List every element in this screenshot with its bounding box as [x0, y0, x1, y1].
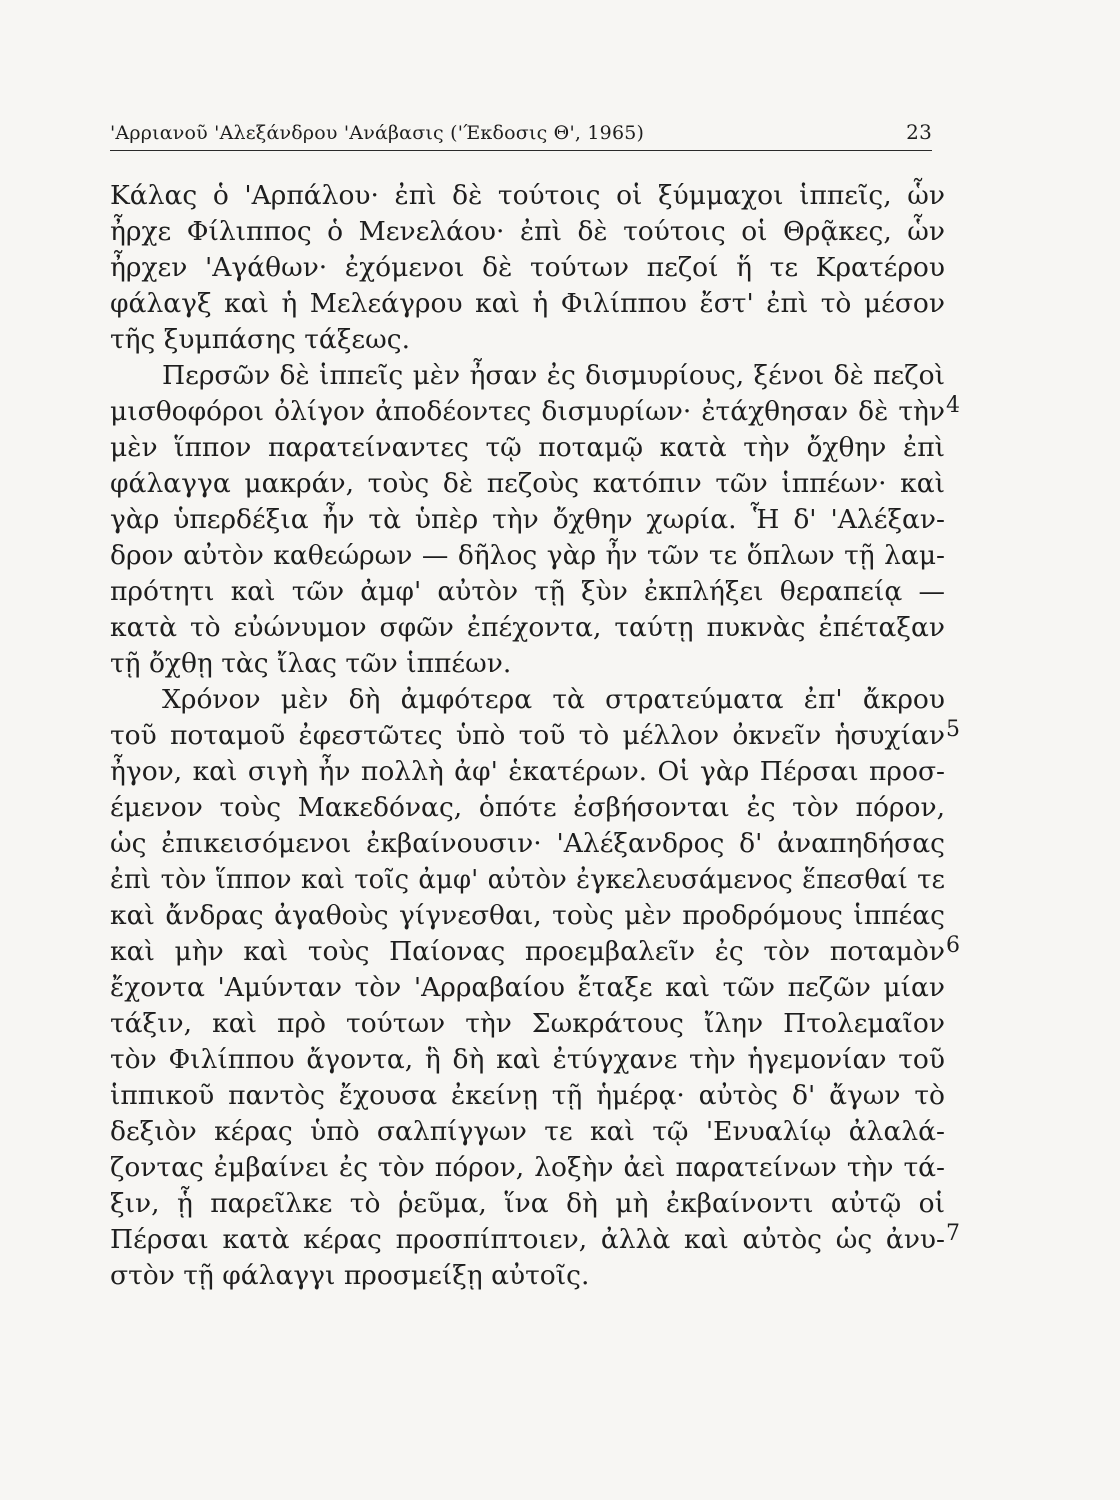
text-line: δρον αὐτὸν καθεώρων — δῆλος γὰρ ἦν τῶν τε ὅπλων τῇ λαμ- — [110, 540, 945, 571]
text-line: καὶ ἄνδρας ἀγαθοὺς γίγνεσθαι, τοὺς μὲν προδρόμους ἱππέας — [110, 900, 945, 931]
text-line: φάλαγξ καὶ ἡ Μελεάγρου καὶ ἡ Φιλίππου ἔστ' ἐπὶ τὸ μέσον — [110, 288, 945, 319]
text-line: πρότητι καὶ τῶν ἀμφ' αὐτὸν τῇ ξὺν ἐκπλήξει θεραπείᾳ — — [110, 576, 945, 607]
text-line: φάλαγγα μακράν, τοὺς δὲ πεζοὺς κατόπιν τῶν ἱππέων· καὶ — [110, 468, 945, 499]
text-line: τῇ ὄχθῃ τὰς ἴλας τῶν ἱππέων. — [110, 648, 512, 679]
text-line: τὸν Φιλίππου ἄγοντα, ἣ δὴ καὶ ἐτύγχανε τὴν ἡγεμονίαν τοῦ — [110, 1044, 945, 1075]
text-line: μισθοφόροι ὀλίγον ἀποδέοντες δισμυρίων· ἐτάχθησαν δὲ τὴν — [110, 396, 945, 427]
page-number: 23 — [906, 120, 932, 144]
running-header — [110, 116, 932, 146]
section-number-7: 7 — [946, 1221, 960, 1246]
text-line: έμενον τοὺς Μακεδόνας, ὁπότε ἐσβήσονται ἐς τὸν πόρον, — [110, 792, 945, 823]
section-number-6: 6 — [946, 933, 960, 958]
text-line: Πέρσαι κατὰ κέρας προσπίπτοιεν, ἀλλὰ καὶ αὐτὸς ὡς ἀνυ- — [110, 1224, 945, 1255]
text-line: γὰρ ὑπερδέξια ἦν τὰ ὑπὲρ τὴν ὄχθην χωρία. Ἧ δ' 'Αλέξαν- — [110, 504, 945, 535]
text-line: δεξιὸν κέρας ὑπὸ σαλπίγγων τε καὶ τῷ 'Ενυαλίῳ ἀλαλά- — [110, 1116, 945, 1147]
text-line: μὲν ἵππον παρατείναντες τῷ ποταμῷ κατὰ τὴν ὄχθην ἐπὶ — [110, 432, 945, 463]
section-number-5: 5 — [946, 717, 960, 742]
text-line: ἱππικοῦ παντὸς ἔχουσα ἐκείνῃ τῇ ἡμέρᾳ· αὐτὸς δ' ἄγων τὸ — [110, 1080, 945, 1111]
text-line: τάξιν, καὶ πρὸ τούτων τὴν Σωκράτους ἴλην Πτολεμαῖον — [110, 1008, 945, 1039]
text-line: ξιν, ᾗ παρεῖλκε τὸ ῥεῦμα, ἵνα δὴ μὴ ἐκβαίνοντι αὐτῷ οἱ — [110, 1188, 945, 1219]
text-line: τῆς ξυμπάσης τάξεως. — [110, 324, 411, 355]
section-number-4: 4 — [946, 393, 960, 418]
text-line: ἔχοντα 'Αμύνταν τὸν 'Αρραβαίου ἔταξε καὶ τῶν πεζῶν μίαν — [110, 972, 945, 1003]
header-rule — [110, 150, 932, 151]
text-line: καὶ μὴν καὶ τοὺς Παίονας προεμβαλεῖν ἐς τὸν ποταμὸν — [110, 936, 945, 967]
text-line: ἦρχε Φίλιππος ὁ Μενελάου· ἐπὶ δὲ τούτοις οἱ Θρᾷκες, ὧν — [110, 216, 945, 247]
text-line: ζοντας ἐμβαίνει ἐς τὸν πόρον, λοξὴν ἀεὶ παρατείνων τὴν τά- — [110, 1152, 945, 1183]
text-line: στὸν τῇ φάλαγγι προσμείξῃ αὐτοῖς. — [110, 1260, 590, 1291]
text-line: ἦρχεν 'Αγάθων· ἐχόμενοι δὲ τούτων πεζοί ἥ τε Κρατέρου — [110, 252, 945, 283]
running-title: 'Αρριανοῦ 'Αλεξάνδρου 'Ανάβασις ('Έκδοσις Θ', 1965) — [110, 122, 645, 144]
text-line: Κάλας ὁ 'Αρπάλου· ἐπὶ δὲ τούτοις οἱ ξύμμαχοι ἱππεῖς, ὧν — [110, 180, 945, 211]
text-line: ἦγον, καὶ σιγὴ ἦν πολλὴ ἀφ' ἑκατέρων. Οἱ γὰρ Πέρσαι προσ- — [110, 756, 945, 787]
text-line: τοῦ ποταμοῦ ἐφεστῶτες ὑπὸ τοῦ τὸ μέλλον ὀκνεῖν ἡσυχίαν — [110, 720, 945, 751]
text-line: Περσῶν δὲ ἱππεῖς μὲν ἦσαν ἐς δισμυρίους, ξένοι δὲ πεζοὶ — [162, 360, 945, 391]
text-line: ὡς ἐπικεισόμενοι ἐκβαίνουσιν· 'Αλέξανδρος δ' ἀναπηδήσας — [110, 828, 945, 859]
text-line: ἐπὶ τὸν ἵππον καὶ τοῖς ἀμφ' αὐτὸν ἐγκελευσάμενος ἕπεσθαί τε — [110, 865, 945, 895]
text-line: κατὰ τὸ εὐώνυμον σφῶν ἐπέχοντα, ταύτῃ πυκνὰς ἐπέταξαν — [110, 612, 945, 643]
text-line: Χρόνον μὲν δὴ ἀμφότερα τὰ στρατεύματα ἐπ' ἄκρου — [162, 684, 945, 715]
